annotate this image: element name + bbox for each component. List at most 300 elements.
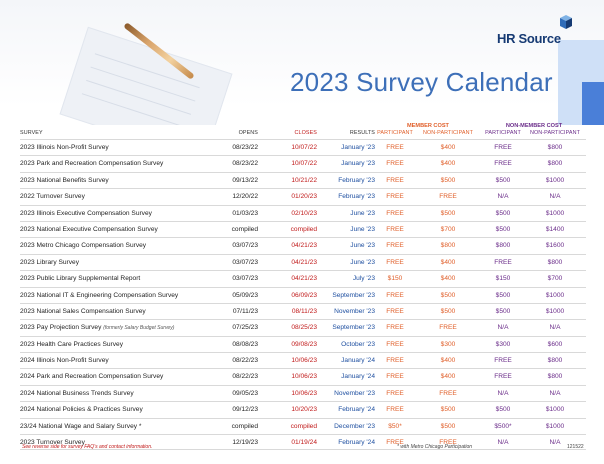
table-body	[20, 139, 586, 450]
nonmember-nonparticipant-cost	[525, 308, 585, 315]
survey-name-text: 2023 Metro Chicago Compensation Survey	[20, 242, 147, 250]
survey-name	[20, 423, 220, 430]
member-nonparticipant-cost-text: $500	[440, 307, 456, 315]
closes-date	[265, 373, 317, 380]
results-date	[317, 160, 375, 167]
results-date-text: February '24	[338, 406, 375, 414]
nonmember-nonparticipant-cost-text: $600	[547, 340, 563, 348]
opens-date-text: 08/22/23	[232, 357, 258, 365]
member-nonparticipant-cost	[416, 193, 480, 200]
table-row	[20, 188, 586, 204]
header-banner	[0, 0, 604, 125]
nonmember-participant-cost-text: $500*	[494, 422, 512, 430]
member-participant-cost-text: FREE	[386, 193, 404, 201]
member-participant-cost	[377, 210, 413, 217]
results-date	[317, 259, 375, 266]
member-participant-cost	[377, 144, 413, 151]
nonmember-participant-cost	[482, 193, 524, 200]
results-date	[317, 210, 375, 217]
results-date-text: January '24	[341, 373, 375, 381]
nonmember-participant-cost-text: N/A	[497, 193, 509, 201]
nonmember-cost-heading: NON-MEMBER COST	[505, 123, 563, 129]
closes-date-text: 10/07/22	[291, 160, 317, 168]
closes-date	[265, 292, 317, 299]
column-results: RESULTS	[349, 130, 375, 136]
closes-date	[265, 357, 317, 364]
results-date	[317, 226, 375, 233]
member-participant-cost-text: $150	[387, 275, 403, 283]
member-nonparticipant-cost-text: $400	[440, 160, 456, 168]
member-participant-cost-text: FREE	[386, 291, 404, 299]
results-date-text: September '23	[332, 291, 375, 299]
opens-date	[210, 357, 258, 364]
closes-date-text: 08/25/23	[291, 324, 317, 332]
table-row	[20, 270, 586, 286]
member-nonparticipant-cost	[416, 292, 480, 299]
footer-asterisk-note: * with Metro Chicago Participation	[397, 444, 473, 450]
survey-name	[20, 390, 220, 397]
results-date-text: January '23	[341, 144, 375, 151]
member-nonparticipant-cost	[416, 308, 480, 315]
nonmember-participant-cost-text: FREE	[494, 160, 512, 168]
member-nonparticipant-cost	[416, 275, 480, 282]
opens-date-text: 07/25/23	[232, 324, 258, 332]
results-date	[317, 341, 375, 348]
member-participant-cost-text: FREE	[386, 176, 404, 184]
member-participant-cost-text: FREE	[386, 258, 404, 266]
survey-name	[20, 259, 220, 266]
closes-date-text: compiled	[290, 422, 317, 430]
closes-date	[265, 160, 317, 167]
nonmember-nonparticipant-cost-text: $1600	[545, 242, 565, 250]
results-date-text: January '24	[341, 357, 375, 365]
member-nonparticipant-cost-text: $500	[440, 291, 456, 299]
column-closes: CLOSES	[294, 130, 317, 136]
opens-date-text: 12/20/22	[232, 193, 258, 201]
closes-date	[265, 341, 317, 348]
nonmember-participant-cost	[482, 177, 524, 184]
opens-date	[210, 193, 258, 200]
survey-name	[20, 275, 220, 282]
member-participant-cost-text: FREE	[386, 307, 404, 315]
member-participant-cost	[377, 292, 413, 299]
member-nonparticipant-cost-text: FREE	[439, 324, 457, 332]
survey-name-text: 2024 National Business Trends Survey	[20, 389, 134, 397]
table-row	[20, 401, 586, 417]
nonmember-nonparticipant-cost	[525, 341, 585, 348]
survey-name	[20, 226, 220, 233]
opens-date-text: 08/23/22	[232, 144, 258, 151]
closes-date-text: 10/07/22	[291, 144, 317, 151]
closes-date-text: 01/19/24	[291, 439, 317, 447]
opens-date	[210, 144, 258, 151]
results-date-text: July '23	[352, 275, 375, 283]
nonmember-nonparticipant-cost-text: $1000	[545, 209, 565, 217]
member-nonparticipant-cost-text: $700	[440, 225, 456, 233]
nonmember-nonparticipant-cost-text: N/A	[549, 324, 561, 332]
results-date-text: February '23	[338, 193, 375, 201]
nonmember-nonparticipant-cost	[525, 292, 585, 299]
member-participant-cost-text: FREE	[386, 357, 404, 365]
member-nonparticipant-cost	[416, 210, 480, 217]
closes-date-text: 04/21/23	[291, 242, 317, 250]
survey-name	[20, 144, 220, 151]
nonmember-participant-cost	[482, 373, 524, 380]
closes-date-text: 06/09/23	[291, 291, 317, 299]
nonmember-participant-cost	[482, 423, 524, 430]
member-participant-cost-text: FREE	[386, 242, 404, 250]
nonmember-participant-cost-text: $500	[495, 209, 511, 217]
nonmember-participant-cost	[482, 242, 524, 249]
results-date	[317, 439, 375, 446]
member-participant-cost	[377, 242, 413, 249]
hr-source-logo	[495, 14, 580, 48]
nonmember-nonparticipant-cost	[525, 406, 585, 413]
column-member-nonparticipant: NON-PARTICIPANT	[422, 130, 474, 136]
closes-date	[265, 193, 317, 200]
closes-date	[265, 144, 317, 151]
closes-date	[265, 242, 317, 249]
table-row	[20, 385, 586, 401]
opens-date-text: 09/12/23	[232, 406, 258, 414]
survey-name	[20, 373, 220, 380]
member-cost-heading: MEMBER COST	[407, 123, 449, 129]
opens-date-text: 05/09/23	[232, 291, 258, 299]
survey-name-text: 2023 National Executive Compensation Survey	[20, 225, 158, 233]
nonmember-nonparticipant-cost	[525, 144, 585, 151]
closes-date	[265, 390, 317, 397]
member-nonparticipant-cost-text: FREE	[439, 389, 457, 397]
member-participant-cost	[377, 193, 413, 200]
member-nonparticipant-cost	[416, 357, 480, 364]
nonmember-nonparticipant-cost	[525, 259, 585, 266]
closes-date	[265, 275, 317, 282]
table-row	[20, 352, 586, 368]
survey-name-text: 2023 Turnover Survey	[20, 439, 85, 447]
nonmember-nonparticipant-cost-text: $700	[547, 275, 563, 283]
nonmember-participant-cost-text: FREE	[494, 144, 512, 151]
nonmember-nonparticipant-cost-text: $1400	[545, 225, 565, 233]
column-member-participant: PARTICIPANT	[377, 130, 413, 136]
opens-date	[210, 292, 258, 299]
survey-name	[20, 406, 220, 413]
nonmember-participant-cost	[482, 160, 524, 167]
survey-name-text: 2023 Park and Recreation Compensation Survey	[20, 160, 164, 168]
member-nonparticipant-cost	[416, 423, 480, 430]
survey-name	[20, 177, 220, 184]
survey-note: (formerly Salary Budget Survey)	[103, 325, 175, 332]
results-date	[317, 177, 375, 184]
nonmember-participant-cost-text: FREE	[494, 357, 512, 365]
nonmember-nonparticipant-cost	[525, 275, 585, 282]
member-nonparticipant-cost-text: FREE	[439, 193, 457, 201]
opens-date	[210, 423, 258, 430]
nonmember-participant-cost-text: $500	[495, 176, 511, 184]
survey-name	[20, 341, 220, 348]
survey-name-text: 2024 Park and Recreation Compensation Survey	[20, 373, 164, 381]
results-date	[317, 144, 375, 151]
table-row	[20, 418, 586, 434]
table-row	[20, 139, 586, 155]
nonmember-participant-cost	[482, 308, 524, 315]
footer-reverse-note: See reverse side for survey FAQ's and contact information.	[22, 444, 153, 450]
closes-date-text: 10/06/23	[291, 373, 317, 381]
table-row	[20, 155, 586, 171]
nonmember-participant-cost-text: $150	[495, 275, 511, 283]
opens-date-text: compiled	[231, 422, 258, 430]
nonmember-nonparticipant-cost-text: $800	[547, 373, 563, 381]
member-participant-cost	[377, 324, 413, 331]
survey-name-text: 2024 National Policies & Practices Survey	[20, 406, 143, 414]
nonmember-nonparticipant-cost-text: $1000	[545, 406, 565, 414]
closes-date-text: 10/06/23	[291, 357, 317, 365]
opens-date-text: 01/03/23	[232, 209, 258, 217]
closes-date-text: 04/21/23	[291, 275, 317, 283]
nonmember-nonparticipant-cost	[525, 242, 585, 249]
opens-date	[210, 275, 258, 282]
opens-date-text: 12/19/23	[232, 439, 258, 447]
results-date	[317, 193, 375, 200]
results-date-text: November '23	[334, 389, 375, 397]
member-participant-cost	[377, 275, 413, 282]
nonmember-nonparticipant-cost-text: N/A	[549, 193, 561, 201]
results-date-text: October '23	[341, 340, 375, 348]
survey-name-text: 2023 National Sales Compensation Survey	[20, 307, 146, 315]
opens-date	[210, 390, 258, 397]
survey-name-text: 2023 Pay Projection Survey	[20, 324, 102, 332]
table-row	[20, 368, 586, 384]
opens-date	[210, 160, 258, 167]
opens-date	[210, 406, 258, 413]
member-nonparticipant-cost-text: $500	[440, 422, 456, 430]
survey-name-text: 2023 Illinois Non-Profit Survey	[20, 144, 109, 151]
member-participant-cost	[377, 341, 413, 348]
results-date	[317, 357, 375, 364]
results-date	[317, 423, 375, 430]
member-participant-cost-text: FREE	[386, 439, 404, 447]
nonmember-participant-cost	[482, 439, 524, 446]
closes-date-text: 02/10/23	[291, 209, 317, 217]
opens-date-text: 09/05/23	[232, 389, 258, 397]
nonmember-participant-cost	[482, 144, 524, 151]
member-participant-cost-text: FREE	[386, 406, 404, 414]
table-row	[20, 254, 586, 270]
closes-date-text: compiled	[290, 225, 317, 233]
nonmember-nonparticipant-cost-text: $800	[547, 144, 563, 151]
nonmember-nonparticipant-cost	[525, 193, 585, 200]
nonmember-participant-cost	[482, 324, 524, 331]
member-nonparticipant-cost-text: $400	[440, 275, 456, 283]
survey-name	[20, 308, 220, 315]
member-nonparticipant-cost	[416, 160, 480, 167]
member-nonparticipant-cost-text: $800	[440, 242, 456, 250]
table-row	[20, 303, 586, 319]
results-date	[317, 275, 375, 282]
member-participant-cost	[377, 308, 413, 315]
results-date-text: November '23	[334, 307, 375, 315]
survey-name-text: 2022 Turnover Survey	[20, 193, 85, 201]
member-participant-cost	[377, 160, 413, 167]
opens-date-text: 03/07/23	[232, 275, 258, 283]
member-participant-cost	[377, 406, 413, 413]
member-nonparticipant-cost-text: $400	[440, 144, 456, 151]
nonmember-participant-cost-text: $500	[495, 225, 511, 233]
opens-date	[210, 439, 258, 446]
nonmember-participant-cost-text: N/A	[497, 324, 509, 332]
opens-date-text: 08/23/22	[232, 160, 258, 168]
opens-date	[210, 324, 258, 331]
member-participant-cost-text: FREE	[386, 373, 404, 381]
nonmember-nonparticipant-cost-text: $1000	[545, 176, 565, 184]
member-nonparticipant-cost	[416, 144, 480, 151]
nonmember-nonparticipant-cost	[525, 357, 585, 364]
nonmember-participant-cost	[482, 275, 524, 282]
nonmember-participant-cost-text: FREE	[494, 258, 512, 266]
closes-date	[265, 406, 317, 413]
closes-date	[265, 259, 317, 266]
decorative-block-dark	[582, 82, 604, 125]
results-date-text: June '23	[350, 258, 375, 266]
member-participant-cost-text: $50*	[388, 422, 402, 430]
opens-date	[210, 259, 258, 266]
opens-date	[210, 341, 258, 348]
opens-date	[210, 210, 258, 217]
opens-date-text: 08/08/23	[232, 340, 258, 348]
member-participant-cost-text: FREE	[386, 225, 404, 233]
closes-date-text: 10/21/22	[291, 176, 317, 184]
results-date	[317, 292, 375, 299]
results-date-text: January '23	[341, 160, 375, 168]
cube-icon	[558, 14, 574, 30]
results-date	[317, 324, 375, 331]
survey-name-text: 2024 Illinois Non-Profit Survey	[20, 357, 109, 365]
member-nonparticipant-cost	[416, 242, 480, 249]
nonmember-participant-cost	[482, 292, 524, 299]
member-participant-cost	[377, 259, 413, 266]
survey-name	[20, 242, 220, 249]
nonmember-nonparticipant-cost-text: $800	[547, 357, 563, 365]
table-row	[20, 221, 586, 237]
member-participant-cost	[377, 177, 413, 184]
results-date	[317, 308, 375, 315]
nonmember-participant-cost-text: N/A	[497, 389, 509, 397]
column-nonmember-nonparticipant: NON-PARTICIPANT	[529, 130, 581, 136]
opens-date	[210, 308, 258, 315]
column-survey: SURVEY	[20, 130, 43, 136]
nonmember-participant-cost-text: FREE	[494, 373, 512, 381]
results-date	[317, 406, 375, 413]
member-participant-cost	[377, 373, 413, 380]
member-nonparticipant-cost	[416, 259, 480, 266]
member-nonparticipant-cost	[416, 406, 480, 413]
member-nonparticipant-cost	[416, 226, 480, 233]
nonmember-nonparticipant-cost-text: $1000	[545, 422, 565, 430]
closes-date	[265, 177, 317, 184]
closes-date-text: 10/20/23	[291, 406, 317, 414]
table-row	[20, 237, 586, 253]
survey-name	[20, 292, 220, 299]
nonmember-participant-cost	[482, 390, 524, 397]
nonmember-nonparticipant-cost	[525, 373, 585, 380]
opens-date-text: compiled	[231, 225, 258, 233]
nonmember-nonparticipant-cost-text: $800	[547, 160, 563, 168]
opens-date-text: 07/11/23	[232, 307, 258, 315]
nonmember-participant-cost-text: $300	[495, 340, 511, 348]
nonmember-nonparticipant-cost-text: $1000	[545, 291, 565, 299]
nonmember-participant-cost	[482, 226, 524, 233]
closes-date	[265, 226, 317, 233]
closes-date	[265, 308, 317, 315]
member-participant-cost	[377, 390, 413, 397]
closes-date	[265, 423, 317, 430]
results-date-text: June '23	[350, 242, 375, 250]
member-participant-cost	[377, 226, 413, 233]
nonmember-nonparticipant-cost	[525, 390, 585, 397]
results-date-text: September '23	[332, 324, 375, 332]
closes-date-text: 09/08/23	[291, 340, 317, 348]
member-nonparticipant-cost-text: $300	[440, 340, 456, 348]
member-nonparticipant-cost-text: FREE	[439, 439, 457, 447]
nonmember-nonparticipant-cost-text: $800	[547, 258, 563, 266]
opens-date	[210, 177, 258, 184]
nonmember-participant-cost	[482, 210, 524, 217]
member-nonparticipant-cost	[416, 177, 480, 184]
closes-date-text: 04/21/23	[291, 258, 317, 266]
closes-date-text: 08/11/23	[291, 307, 317, 315]
footer-code: 121522	[567, 444, 584, 450]
nonmember-participant-cost-text: $800	[495, 242, 511, 250]
survey-name	[20, 324, 220, 331]
opens-date	[210, 226, 258, 233]
survey-name-text: 2023 Health Care Practices Survey	[20, 340, 123, 348]
opens-date-text: 08/22/23	[232, 373, 258, 381]
opens-date	[210, 242, 258, 249]
survey-name	[20, 357, 220, 364]
member-participant-cost-text: FREE	[386, 209, 404, 217]
nonmember-nonparticipant-cost	[525, 226, 585, 233]
results-date-text: June '23	[350, 209, 375, 217]
nonmember-nonparticipant-cost	[525, 160, 585, 167]
closes-date	[265, 439, 317, 446]
survey-name-text: 2023 National Benefits Survey	[20, 176, 109, 184]
results-date-text: June '23	[350, 225, 375, 233]
nonmember-nonparticipant-cost	[525, 324, 585, 331]
survey-name-text: 2023 Public Library Supplemental Report	[20, 275, 141, 283]
table-row	[20, 205, 586, 221]
logo-text: HR Source	[497, 31, 561, 46]
survey-name-text: 2023 National IT & Engineering Compensation Survey	[20, 291, 179, 299]
member-participant-cost-text: FREE	[386, 160, 404, 168]
column-nonmember-participant: PARTICIPANT	[485, 130, 521, 136]
results-date	[317, 242, 375, 249]
member-nonparticipant-cost	[416, 324, 480, 331]
closes-date-text: 01/20/23	[291, 193, 317, 201]
survey-name-text: 2023 Illinois Executive Compensation Survey	[20, 209, 152, 217]
nonmember-participant-cost-text: N/A	[497, 439, 509, 447]
column-opens: OPENS	[238, 130, 258, 136]
results-date-text: February '24	[338, 439, 375, 447]
member-nonparticipant-cost-text: $400	[440, 258, 456, 266]
nonmember-participant-cost	[482, 341, 524, 348]
nonmember-participant-cost-text: $500	[495, 406, 511, 414]
results-date-text: December '23	[334, 422, 375, 430]
survey-name	[20, 193, 220, 200]
results-date-text: February '23	[338, 176, 375, 184]
nonmember-nonparticipant-cost-text: N/A	[549, 439, 561, 447]
opens-date	[210, 373, 258, 380]
table-row	[20, 319, 586, 335]
nonmember-participant-cost-text: $500	[495, 307, 511, 315]
